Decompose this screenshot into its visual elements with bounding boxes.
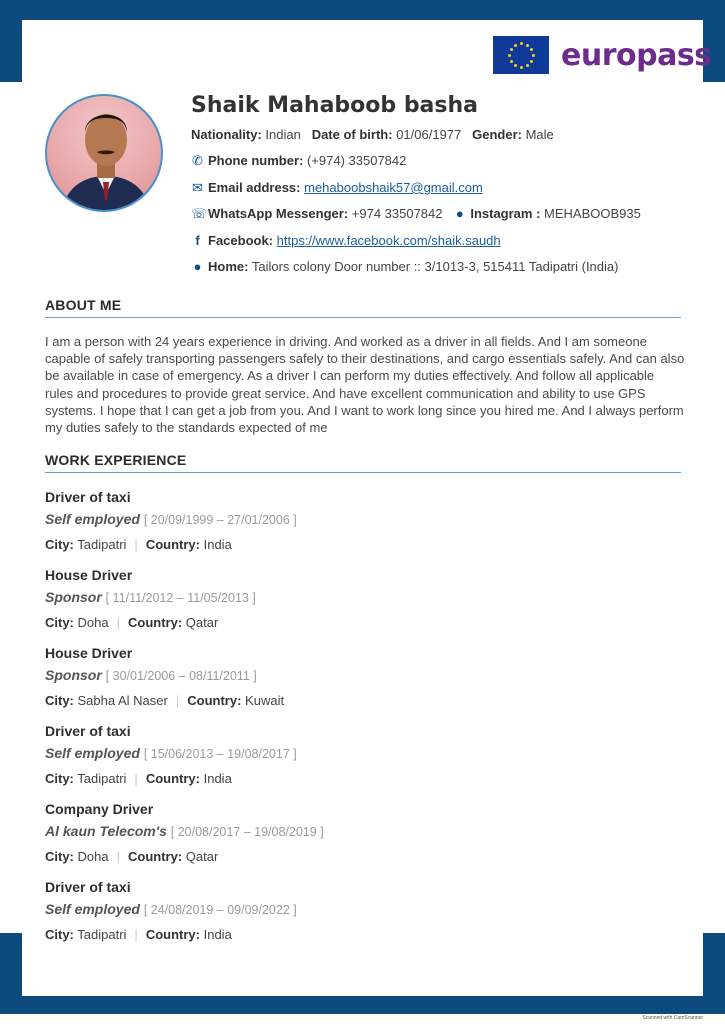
instagram-label: Instagram : [470, 206, 541, 221]
facebook-icon: f [195, 233, 200, 248]
facebook-label: Facebook: [208, 233, 274, 248]
frame-bottom-left-corner [0, 933, 22, 1014]
country-label: Country: [145, 771, 200, 786]
gender-label: Gender: [472, 127, 522, 142]
job-title: House Driver [45, 567, 133, 583]
job-country: India [203, 927, 232, 942]
about-text: I am a person with 24 years experience in driving. And worked as a driver in all fields. And I am someone capable of safely transporting passengers safely to their destinations, and cargo essentials safely. And can also be available in case of emergency. As a driver I can perform my duties effectively. And follow all applicable rules and procedures to provide great service. And have excellent communication and ability to use GPS systems. I hope that I can get a job from you. And I want to work long since you hired me. And I always perform my duties safely to the standards expected of me [45, 334, 685, 436]
job-dates: [ 20/08/2017 – 19/08/2019 ] [170, 825, 324, 839]
city-label: City: [45, 693, 74, 708]
phone-row [191, 153, 406, 169]
job-title: Company Driver [45, 801, 154, 817]
email-label: Email address: [208, 180, 301, 195]
country-label: Country: [187, 693, 242, 708]
work-section-divider [45, 472, 681, 473]
work-section-title: WORK EXPERIENCE [45, 452, 187, 468]
city-label: City: [45, 927, 74, 942]
job-entry: Driver of taxi Self employed [ 24/08/2019 – 09/09/2022 ] City: Tadipatri | Country: India [45, 879, 685, 942]
job-title: Driver of taxi [45, 723, 131, 739]
job-entry: Driver of taxi Self employed [ 20/09/1999 – 27/01/2006 ] City: Tadipatri | Country: India [45, 489, 685, 552]
country-label: Country: [145, 927, 200, 942]
country-label: Country: [127, 615, 183, 630]
logo-wordmark: europass [561, 37, 712, 73]
dob-label: Date of birth: [311, 127, 393, 142]
home-label: Home: [208, 259, 249, 274]
email-row [191, 180, 483, 196]
job-city: Tadipatri [77, 537, 127, 552]
europass-logo [493, 36, 712, 74]
facebook-row [191, 233, 501, 248]
country-label: Country: [127, 849, 183, 864]
job-city: Doha [77, 849, 109, 864]
job-city: Tadipatri [77, 771, 127, 786]
job-entry: House Driver Sponsor [ 11/11/2012 – 11/05/2013 ] City: Doha | Country: Qatar [45, 567, 685, 630]
dob-value: 01/06/1977 [396, 127, 462, 142]
job-title: House Driver [45, 645, 133, 661]
instagram-value[interactable]: MEHABOOB935 [544, 206, 641, 221]
job-title: Driver of taxi [45, 879, 131, 895]
job-country: India [203, 537, 232, 552]
phone-label: Phone number: [208, 153, 304, 168]
phone-value[interactable]: (+974) 33507842 [306, 153, 407, 168]
job-dates: [ 11/11/2012 – 11/05/2013 ] [105, 591, 256, 605]
job-entry: Company Driver Al kaun Telecom's [ 20/08/2017 – 19/08/2019 ] City: Doha | Country: Qatar [45, 801, 685, 864]
email-link[interactable]: mehaboobshaik57@gmail.com [304, 180, 483, 195]
job-employer: Self employed [45, 511, 140, 527]
gender-value: Male [525, 127, 554, 142]
home-value: Tailors colony Door number :: 3/1013-3, 515411 Tadipatri (India) [251, 259, 619, 274]
job-country: Qatar [185, 849, 219, 864]
nationality-value: Indian [265, 127, 301, 142]
job-entry: House Driver Sponsor [ 30/01/2006 – 08/11/2011 ] City: Sabha Al Naser | Country: Kuwait [45, 645, 685, 708]
whatsapp-icon: ☏ [191, 206, 208, 221]
job-dates: [ 24/08/2019 – 09/09/2022 ] [143, 903, 297, 917]
location-pin-icon: ● [193, 259, 202, 274]
frame-top-left-corner [0, 0, 22, 82]
scanner-watermark: Scanned with CamScanner [642, 1015, 703, 1021]
about-section-divider [45, 317, 681, 318]
nationality-label: Nationality: [191, 127, 262, 142]
facebook-link[interactable]: https://www.facebook.com/shaik.saudh [276, 233, 501, 248]
phone-icon: ✆ [192, 153, 203, 168]
job-country: Kuwait [245, 693, 285, 708]
job-employer: Sponsor [45, 667, 102, 683]
job-country: India [203, 771, 232, 786]
frame-bottom-right-corner [703, 933, 725, 1014]
envelope-icon: ✉ [192, 180, 203, 195]
job-employer: Self employed [45, 745, 140, 761]
whatsapp-label: WhatsApp Messenger: [208, 206, 349, 221]
city-label: City: [45, 615, 74, 630]
job-country: Qatar [185, 615, 219, 630]
messaging-row [191, 206, 641, 222]
about-section-title: ABOUT ME [45, 297, 122, 313]
job-dates: [ 30/01/2006 – 08/11/2011 ] [105, 669, 257, 683]
job-dates: [ 15/06/2013 – 19/08/2017 ] [143, 747, 297, 761]
home-row [191, 259, 618, 274]
job-title: Driver of taxi [45, 489, 131, 505]
job-dates: [ 20/09/1999 – 27/01/2006 ] [143, 513, 297, 527]
chat-icon: ● [455, 206, 464, 221]
job-entry: Driver of taxi Self employed [ 15/06/2013 – 19/08/2017 ] City: Tadipatri | Country: India [45, 723, 685, 786]
city-label: City: [45, 849, 74, 864]
job-city: Doha [77, 615, 109, 630]
city-label: City: [45, 537, 74, 552]
country-label: Country: [145, 537, 200, 552]
job-employer: Self employed [45, 901, 140, 917]
whatsapp-value[interactable]: +974 33507842 [351, 206, 443, 221]
job-city: Tadipatri [77, 927, 127, 942]
job-city: Sabha Al Naser [77, 693, 168, 708]
frame-top-bar [0, 0, 725, 20]
frame-bottom-bar [0, 996, 725, 1014]
city-label: City: [45, 771, 74, 786]
job-employer: Sponsor [45, 589, 102, 605]
personal-details-row [191, 127, 554, 142]
eu-flag-icon [493, 36, 549, 74]
person-name: Shaik Mahaboob basha [191, 93, 479, 118]
profile-photo [45, 94, 163, 212]
job-employer: Al kaun Telecom's [45, 823, 167, 839]
